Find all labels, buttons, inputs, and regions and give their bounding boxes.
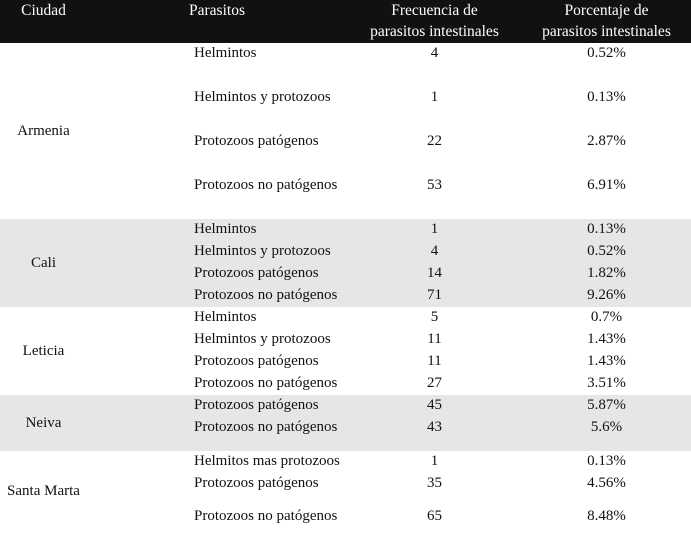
group-santa-marta [0, 451, 691, 530]
porcentaje-cell: 8.48% [587, 508, 626, 524]
frecuencia-cell: 1 [347, 219, 522, 241]
parasito-cell: Helmintos y protozoos [194, 89, 331, 105]
parasito-cell: Helmintos [194, 45, 257, 61]
city-cell: Armenia [17, 123, 70, 139]
frecuencia-cell: 1 [430, 89, 439, 105]
header-ciudad: Ciudad [0, 0, 87, 43]
table-row [0, 351, 691, 373]
city-cell: Neiva [0, 395, 87, 451]
porcentaje-cell: 5.6% [522, 417, 691, 439]
porcentaje-cell: 0.52% [587, 45, 626, 61]
parasito-cell: Protozoos no patógenos [87, 285, 347, 307]
frecuencia-cell: 45 [347, 395, 522, 417]
porcentaje-cell: 0.13% [522, 219, 691, 241]
parasito-cell: Helmintos y protozoos [194, 331, 331, 347]
porcentaje-cell: 6.91% [587, 177, 626, 193]
table-row [0, 329, 691, 351]
porcentaje-cell: 0.13% [587, 89, 626, 105]
parasito-cell: Protozoos patógenos [87, 263, 347, 285]
parasito-cell: Protozoos no patógenos [87, 417, 347, 439]
parasito-cell: Protozoos no patógenos [194, 375, 338, 391]
frecuencia-cell: 4 [347, 241, 522, 263]
porcentaje-cell: 5.87% [522, 395, 691, 417]
parasito-cell: Protozoos patógenos [87, 395, 347, 417]
spacer-cell [87, 439, 691, 451]
porcentaje-cell: 3.51% [587, 375, 626, 391]
parasito-cell: Protozoos patógenos [194, 353, 319, 369]
frecuencia-cell: 22 [427, 133, 442, 149]
table-row [0, 285, 691, 307]
group-leticia [0, 307, 691, 395]
header-porcentaje: Porcentaje de parasitos intestinales [522, 0, 691, 43]
table-row [0, 307, 691, 329]
parasito-cell: Helmintos y protozoos [87, 241, 347, 263]
table-row [0, 451, 691, 473]
porcentaje-cell: 9.26% [522, 285, 691, 307]
city-cell: Cali [0, 219, 87, 307]
table-row [0, 219, 691, 241]
porcentaje-cell: 2.87% [587, 133, 626, 149]
parasito-cell: Helmintos [87, 219, 347, 241]
porcentaje-cell: 1.43% [587, 331, 626, 347]
city-cell: Santa Marta [7, 482, 80, 499]
frecuencia-cell: 5 [430, 309, 439, 325]
city-cell: Leticia [22, 343, 65, 359]
porcentaje-cell: 1.82% [522, 263, 691, 285]
group-armenia [0, 43, 691, 219]
group-neiva [0, 395, 691, 451]
table-row [0, 395, 691, 417]
table-row [0, 417, 691, 439]
table-row [0, 87, 691, 131]
table-row [0, 473, 691, 506]
frecuencia-cell: 1 [430, 453, 439, 469]
frecuencia-cell: 11 [427, 331, 442, 347]
spacer-row [0, 439, 691, 451]
porcentaje-cell: 0.7% [590, 309, 623, 325]
table-row [0, 263, 691, 285]
header-frecuencia: Frecuencia de parasitos intestinales [347, 0, 522, 43]
parasito-cell: Helmintos [194, 309, 257, 325]
frecuencia-cell: 65 [427, 508, 442, 524]
parasito-cell: Protozoos patógenos [194, 133, 319, 149]
parasito-cell: Protozoos patógenos [194, 475, 319, 491]
frecuencia-cell: 11 [427, 353, 442, 369]
table-row [0, 506, 691, 530]
table-row [0, 241, 691, 263]
frecuencia-cell: 71 [347, 285, 522, 307]
header-parasitos: Parasitos [87, 0, 347, 43]
frecuencia-cell: 43 [347, 417, 522, 439]
table-row [0, 43, 691, 87]
frecuencia-cell: 53 [427, 177, 442, 193]
parasito-cell: Protozoos no patógenos [194, 508, 338, 524]
frecuencia-cell: 4 [430, 45, 439, 61]
parasito-cell: Protozoos no patógenos [194, 177, 338, 193]
parasito-cell: Helmitos mas protozoos [194, 453, 340, 469]
porcentaje-cell: 1.43% [587, 353, 626, 369]
group-cali [0, 219, 691, 307]
porcentaje-cell: 4.56% [587, 475, 626, 491]
table-row [0, 373, 691, 395]
table-row [0, 131, 691, 175]
header-row [0, 0, 691, 43]
table-row [0, 175, 691, 219]
porcentaje-cell: 0.52% [522, 241, 691, 263]
porcentaje-cell: 0.13% [587, 453, 626, 469]
frecuencia-cell: 27 [427, 375, 442, 391]
frecuencia-cell: 14 [347, 263, 522, 285]
frecuencia-cell: 35 [427, 475, 442, 491]
